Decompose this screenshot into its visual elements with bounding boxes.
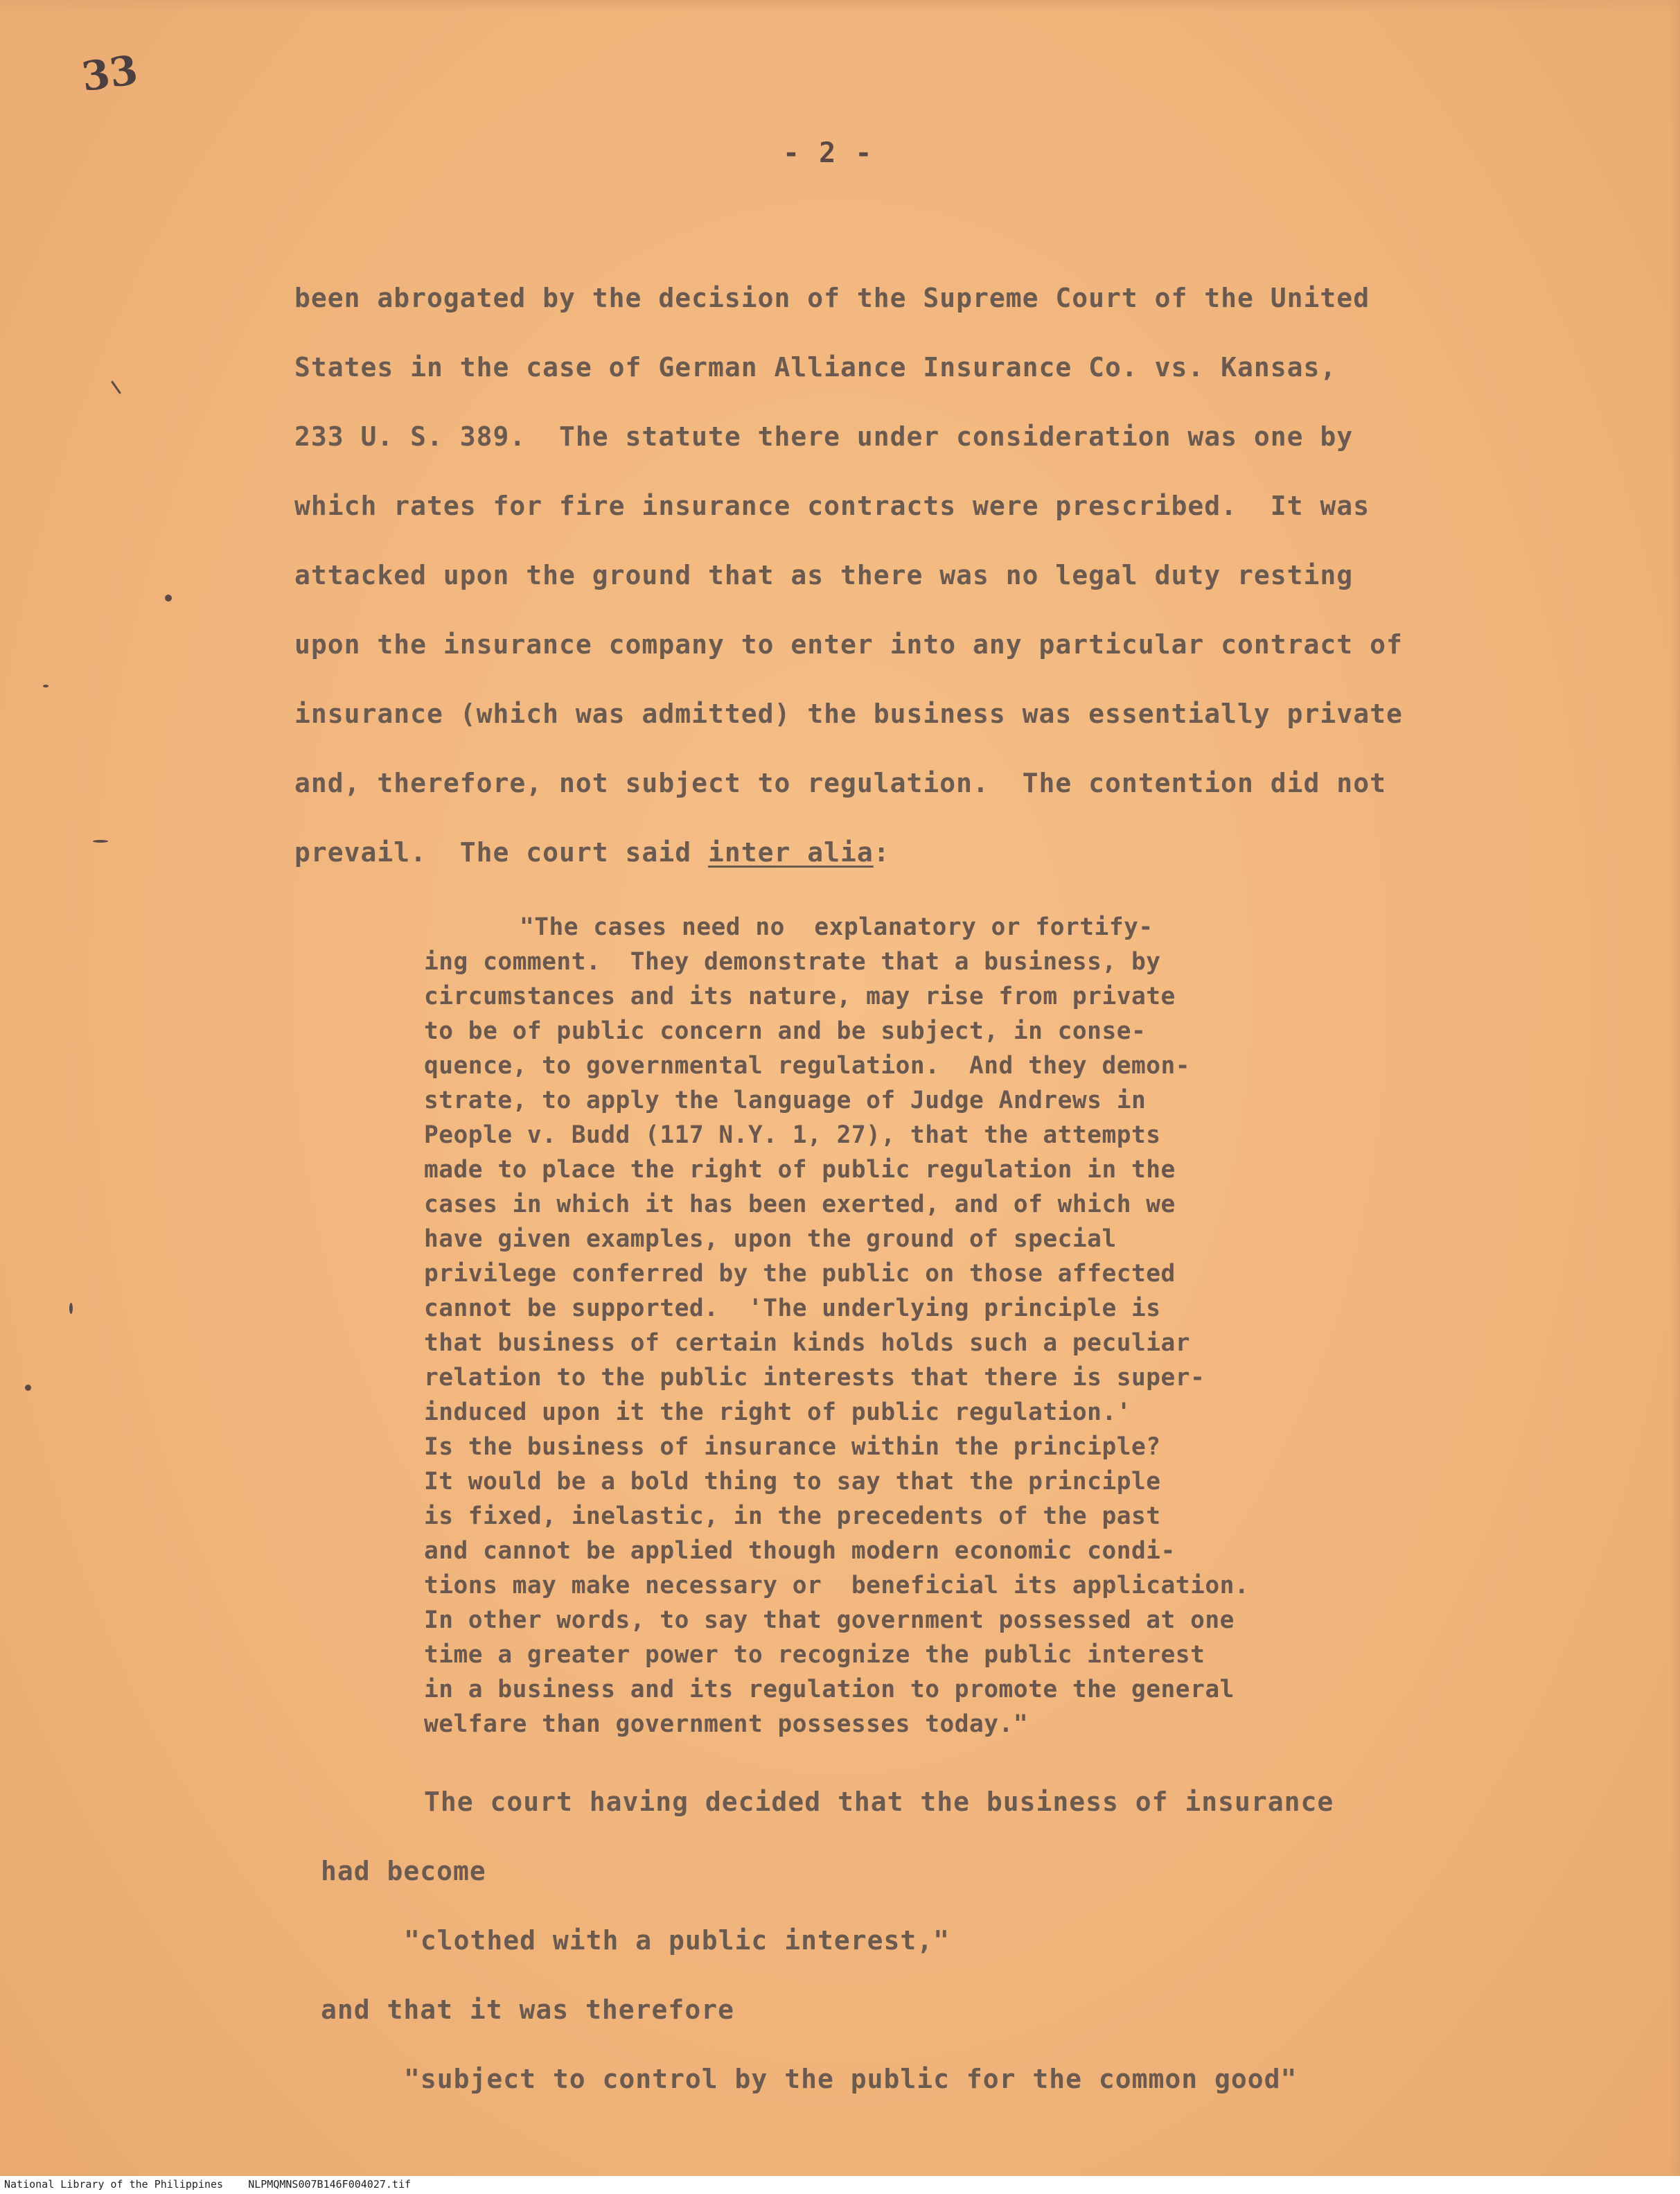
last-line-lead: prevail. The court said	[294, 837, 708, 868]
quote-line: tions may make necessary or beneficial its application.	[424, 1572, 1250, 1599]
scan-footer	[0, 2176, 1680, 2194]
paragraph-line: attacked upon the ground that as there was no legal duty resting	[294, 560, 1354, 590]
quote-line: Is the business of insurance within the principle?	[424, 1433, 1161, 1461]
paragraph-line: 233 U. S. 389. The statute there under consideration was one by	[294, 421, 1354, 452]
paper-speck	[111, 380, 121, 394]
quote-line: relation to the public interests that there is super-	[424, 1364, 1205, 1392]
paragraph-line-last	[294, 837, 890, 868]
quote-line: have given examples, upon the ground of special	[424, 1225, 1117, 1253]
paragraph-line: The court having decided that the business of insurance	[424, 1787, 1334, 1817]
paper-edge-top	[0, 0, 1680, 12]
paper-speck	[165, 595, 172, 602]
paragraph-line: insurance (which was admitted) the business was essentially private	[294, 699, 1403, 729]
paper-speck	[43, 685, 48, 687]
paragraph-line: and, therefore, not subject to regulation. The contention did not	[294, 768, 1386, 798]
quote-line: In other words, to say that government possessed at one	[424, 1606, 1235, 1634]
quote-line: cannot be supported. 'The underlying principle is	[424, 1295, 1161, 1322]
paragraph-line: had become	[321, 1856, 486, 1886]
corner-handwritten-mark: 33	[78, 46, 141, 101]
inline-quotation: "subject to control by the public for the common good"	[404, 2064, 1298, 2094]
paragraph-line: which rates for fire insurance contracts were prescribed. It was	[294, 491, 1370, 521]
quote-line: that business of certain kinds holds such a peculiar	[424, 1329, 1191, 1357]
quote-line: welfare than government possesses today."	[424, 1710, 1029, 1738]
quote-line: quence, to governmental regulation. And they demon-	[424, 1052, 1191, 1080]
quote-line: "The cases need no explanatory or fortify-	[520, 913, 1153, 941]
paragraph-line: been abrogated by the decision of the Supreme Court of the United	[294, 283, 1370, 313]
quote-line: and cannot be applied though modern economic condi-	[424, 1537, 1176, 1565]
quote-line: It would be a bold thing to say that the principle	[424, 1468, 1161, 1495]
paragraph-line: and that it was therefore	[321, 1994, 734, 2025]
paragraph-line: States in the case of German Alliance Insurance Co. vs. Kansas,	[294, 352, 1337, 383]
quote-line: is fixed, inelastic, in the precedents of the past	[424, 1502, 1161, 1530]
quote-line: cases in which it has been exerted, and of which we	[424, 1191, 1176, 1218]
quote-line: People v. Budd (117 N.Y. 1, 27), that the attempts	[424, 1121, 1161, 1149]
inter-alia-underlined: inter alia	[707, 837, 874, 868]
paper-speck	[25, 1385, 31, 1391]
quote-line: time a greater power to recognize the public interest	[424, 1641, 1205, 1669]
paper-speck	[69, 1303, 73, 1314]
quote-line: circumstances and its nature, may rise from private	[424, 983, 1176, 1010]
paper-speck	[93, 840, 108, 843]
quote-line: ing comment. They demonstrate that a business, by	[424, 948, 1161, 976]
inline-quotation: "clothed with a public interest,"	[404, 1925, 950, 1956]
quote-line: in a business and its regulation to promote the general	[424, 1676, 1235, 1703]
quote-line: induced upon it the right of public regulation.'	[424, 1398, 1131, 1426]
scan-caption: National Library of the Philippines NLPMQMNS007B146F004027.tif	[4, 2178, 411, 2191]
page-number: - 2 -	[783, 137, 874, 169]
quote-line: to be of public concern and be subject, in conse-	[424, 1017, 1147, 1045]
quote-line: made to place the right of public regulation in the	[424, 1156, 1176, 1184]
last-line-tail: :	[873, 837, 890, 868]
quote-line: privilege conferred by the public on those affected	[424, 1260, 1176, 1288]
paragraph-line: upon the insurance company to enter into any particular contract of	[294, 629, 1403, 660]
paper-edge-right	[1670, 0, 1680, 2176]
quote-line: strate, to apply the language of Judge Andrews in	[424, 1087, 1147, 1114]
